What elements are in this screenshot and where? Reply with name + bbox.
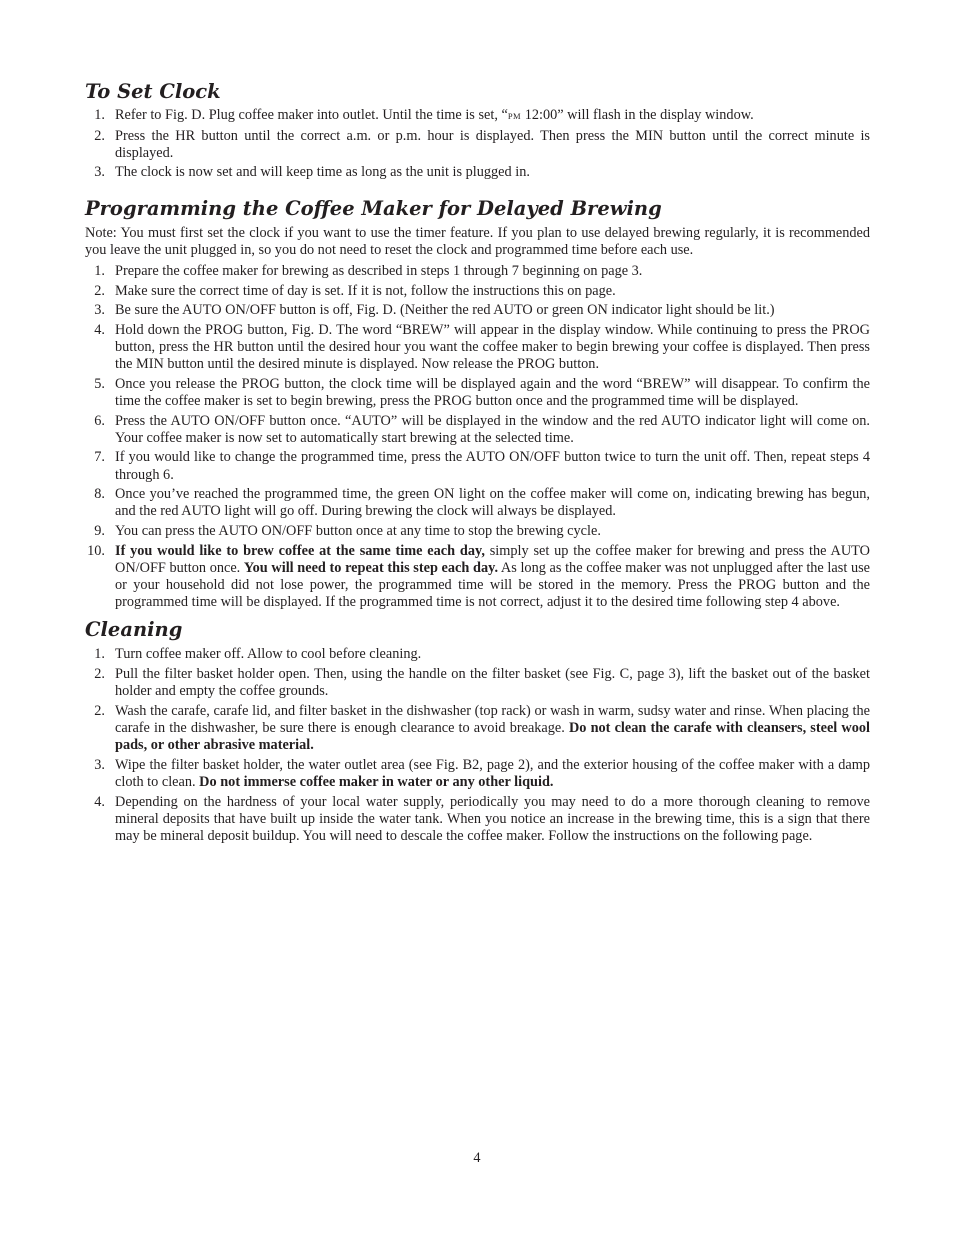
pm-indicator: PM (507, 111, 522, 121)
step-text: Hold down the PROG button, Fig. D. The word “BREW” will appear in the display window. While continuing to press the PROG button, press the HR button until the desired hour you want the coffee maker to begin brewing your coffee is displayed. Then press the MIN button until the desired minute is displayed. Now release the PROG button. (115, 321, 870, 373)
manual-page (85, 80, 870, 848)
section-title-cleaning: Cleaning (85, 618, 183, 642)
step-text: Once you’ve reached the programmed time, the green ON light on the coffee maker will come on, indicating brewing has begun, and the red AUTO light will go off. During brewing the clock will always be displayed. (115, 486, 870, 520)
list-item (85, 263, 870, 280)
step-number: 2. (94, 702, 105, 719)
list-item (85, 164, 870, 181)
step-text: Be sure the AUTO ON/OFF button is off, Fig. D. (Neither the red AUTO or green ON indicator light should be lit.) (115, 302, 775, 319)
step-text: Wash the carafe, carafe lid, and filter basket in the dishwasher (top rack) or wash in warm, sudsy water and rinse. When placing the carafe in the dishwasher, be sure there is enough clearance to avoid breakage. (115, 702, 870, 736)
step-text: Prepare the coffee maker for brewing as described in steps 1 through 7 beginning on page 3. (115, 263, 643, 279)
step-number: 3. (94, 756, 105, 773)
section-title-set-clock: To Set Clock (85, 80, 221, 103)
step-number: 1. (94, 263, 105, 279)
step-text: Refer to Fig. D. Plug coffee maker into outlet. Until the time is set, “ (115, 107, 508, 123)
step-number: 8. (94, 486, 105, 503)
step-text: Press the AUTO ON/OFF button once. “AUTO” will be displayed in the window and the red AUTO indicator light will come on. Your coffee maker is now set to automatically start brewing at the selected time. (115, 412, 870, 446)
list-item (85, 757, 870, 791)
step-emphasis: You will need to repeat this step each day. (243, 559, 499, 576)
step-text: Make sure the correct time of day is set. If it is not, follow the instructions this on page. (115, 282, 616, 299)
step-number: 9. (94, 522, 105, 539)
step-text: You can press the AUTO ON/OFF button once at any time to stop the brewing cycle. (115, 522, 601, 539)
set-clock-steps (85, 107, 870, 182)
list-item (85, 486, 870, 520)
list-item (85, 128, 870, 162)
step-text: Press the HR button until the correct a.m. or p.m. hour is displayed. Then press the MIN button until the correct minute is displayed. (115, 127, 870, 161)
step-text: Once you release the PROG button, the clock time will be displayed again and the word “BREW” will disappear. To confirm the time the coffee maker is set to begin brewing, press the PROG button once and the programmed time will be displayed. (115, 375, 870, 409)
step-number: 2. (94, 127, 105, 144)
list-item (85, 666, 870, 700)
list-item (85, 413, 870, 447)
list-item (85, 646, 870, 663)
step-number: 2. (94, 665, 105, 682)
list-item (85, 283, 870, 300)
list-item (85, 543, 870, 612)
list-item (85, 302, 870, 319)
step-number: 6. (94, 412, 105, 429)
step-number: 7. (94, 449, 105, 466)
step-text: The clock is now set and will keep time as long as the unit is plugged in. (115, 164, 530, 181)
step-text: Wipe the filter basket holder, the water outlet area (see Fig. B2, page 2), and the exterior housing of the coffee maker with a damp cloth to clean. (115, 756, 870, 790)
programming-steps (85, 263, 870, 611)
step-text: simply set up the coffee maker for brewing and press the AUTO ON/OFF button once. (115, 542, 870, 576)
step-number: 4. (94, 321, 105, 338)
step-number: 5. (94, 375, 105, 392)
step-number: 3. (94, 302, 105, 319)
step-text: As long as the coffee maker was not unplugged after the last use or your household did not lose power, the programmed time will be stored in the memory. Press the PROG button and the programmed time will be displayed. If the programmed time is not correct, adjust it to the desired time following step 4 above. (115, 559, 870, 611)
list-item (85, 322, 870, 374)
step-text: 12:00” will flash in the display window. (521, 107, 754, 123)
step-text: If you would like to change the programmed time, press the AUTO ON/OFF button twice to turn the unit off. Then, repeat steps 4 through 6. (115, 449, 870, 483)
step-text: Turn coffee maker off. Allow to cool before cleaning. (115, 646, 422, 663)
list-item (85, 449, 870, 483)
step-number: 1. (94, 107, 105, 123)
list-item (85, 703, 870, 755)
step-text: Pull the filter basket holder open. Then, using the handle on the filter basket (see Fig. C, page 3), lift the basket out of the basket holder and empty the coffee grounds. (115, 665, 870, 700)
list-item (85, 794, 870, 846)
step-number: 10. (87, 542, 105, 559)
step-warning: Do not clean the carafe with cleansers, steel wool pads, or other abrasive material. (115, 719, 870, 754)
step-number: 1. (94, 646, 105, 663)
step-text: Depending on the hardness of your local water supply, periodically you may need to do a more thorough cleaning to remove mineral deposits that have built up inside the water tank. When you notice an increase in the brewing time, this is a sign that there may be mineral deposit buildup. You will need to descale the coffee maker. Follow the instructions on the following page. (115, 793, 870, 844)
cleaning-steps (85, 646, 870, 845)
list-item (85, 376, 870, 410)
page-number: 4 (473, 1150, 481, 1166)
list-item (85, 107, 870, 125)
section-title-programming: Programming the Coffee Maker for Delayed Brewing (85, 196, 662, 220)
step-emphasis: If you would like to brew coffee at the same time each day, (115, 542, 485, 559)
step-number: 3. (94, 164, 105, 181)
step-number: 2. (94, 282, 105, 299)
programming-note: Note: You must first set the clock if you want to use the timer feature. If you plan to use delayed brewing regularly, it is recommended you leave the unit plugged in, so you do not need to reset the clock and programmed time before each use. (85, 224, 870, 258)
step-warning: Do not immerse coffee maker in water or any other liquid. (199, 773, 554, 790)
step-number: 4. (94, 793, 105, 810)
list-item (85, 523, 870, 540)
